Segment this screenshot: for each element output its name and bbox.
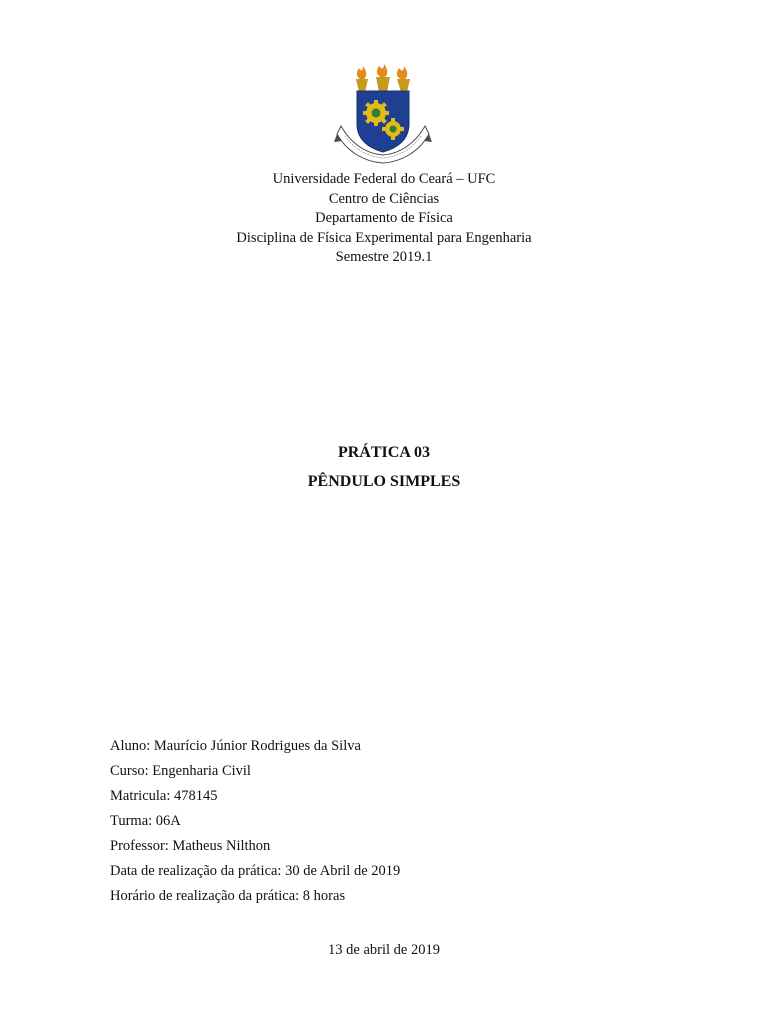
practice-date: Data de realização da prática: 30 de Abril de 2019 (110, 863, 401, 879)
report-title (0, 444, 768, 491)
center-name: Centro de Ciências (328, 190, 440, 207)
student-name: Aluno: Maurício Júnior Rodrigues da Silva (110, 738, 361, 754)
course-name: Curso: Engenharia Civil (110, 763, 251, 779)
torch-icon (376, 64, 390, 92)
student-info (110, 737, 400, 912)
practice-name: PÊNDULO SIMPLES (307, 473, 461, 490)
professor-name: Professor: Matheus Nilthon (110, 838, 271, 854)
registration-number: Matricula: 478145 (110, 788, 218, 804)
class-group: Turma: 06A (110, 813, 181, 829)
university-name: Universidade Federal do Ceará – UFC (272, 171, 496, 187)
semester-label: Semestre 2019.1 (335, 249, 433, 265)
torch-icon (356, 66, 368, 92)
torch-icon (397, 66, 410, 92)
practice-time: Horário de realização da prática: 8 horas (110, 888, 346, 904)
practice-number: PRÁTICA 03 (337, 444, 430, 461)
discipline-name: Disciplina de Física Experimental para Engenharia (236, 229, 532, 246)
institution-header (0, 170, 768, 268)
university-crest-logo (333, 62, 433, 170)
gear-icon (363, 100, 389, 126)
department-name: Departamento de Física (315, 210, 453, 226)
document-date: 13 de abril de 2019 (328, 942, 440, 958)
